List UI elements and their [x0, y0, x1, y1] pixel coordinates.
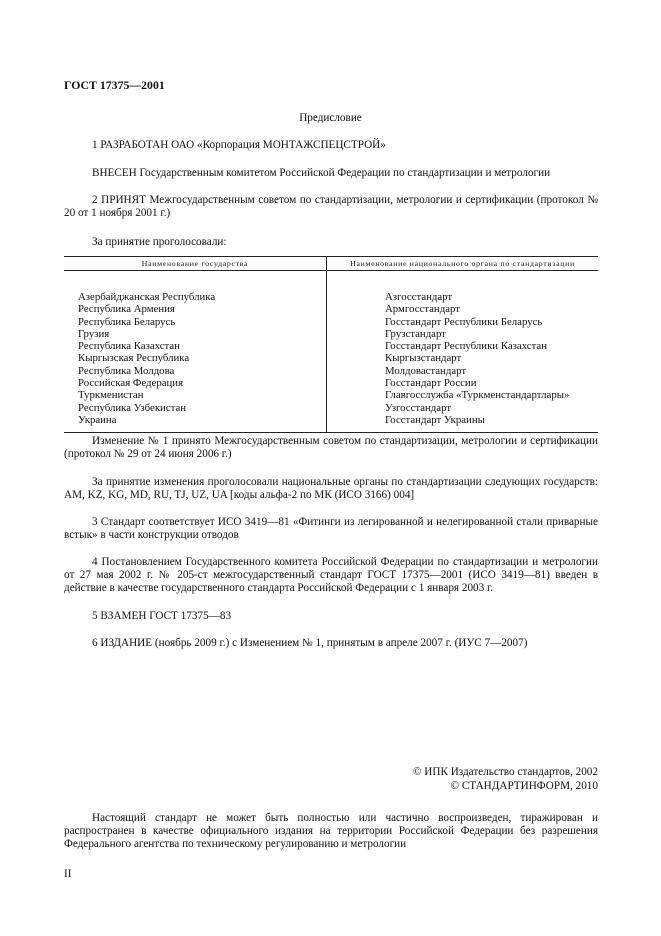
voted-label: За принятие проголосовали:	[92, 236, 227, 248]
state-name: Российская Федерация	[78, 377, 184, 390]
column-header-state: Наименование государства	[64, 257, 327, 271]
body-name: Грузстандарт	[385, 327, 446, 340]
body-name: Главгосслужба «Туркменстандартлары»	[385, 389, 570, 402]
state-name: Азербайджанская Республика	[78, 291, 216, 303]
column-header-body: Наименование национального органа по стандартизации	[327, 257, 599, 271]
amendment-voters: За принятие изменения проголосовали национальные органы по стандартизации следующих государств: AM, KZ, KG, MD, RU, TJ, UZ, UA [коды альфа-2 по МК (ИСО 3166) 004]	[64, 476, 598, 501]
item-introduced-by: ВНЕСЕН Государственным комитетом Российской Федерации по стандартизации и метрологии	[92, 167, 551, 179]
state-name: Республика Беларусь	[78, 315, 176, 328]
body-name: Госстандарт Республики Казахстан	[385, 340, 547, 353]
item-iso-compliance: 3 Стандарт соответствует ИСО 3419—81 «Фитинги из легированной и нелегированной стали приварные встык» в части конструкции отводов	[64, 516, 598, 541]
state-name: Республика Армения	[78, 303, 175, 316]
state-name: Украина	[78, 413, 117, 426]
body-name: Молдовастандарт	[385, 364, 467, 377]
body-name: Госстандарт Украины	[385, 413, 485, 426]
state-name: Кыргызская Республика	[78, 352, 190, 365]
item-developed-by: 1 РАЗРАБОТАН ОАО «Корпорация МОНТАЖСПЕЦСТРОЙ»	[92, 139, 386, 151]
state-name: Туркменистан	[78, 389, 144, 402]
item-edition: 6 ИЗДАНИЕ (ноябрь 2009 г.) с Изменением № 1, принятым в апреле 2007 г. (ИУС 7—2007)	[92, 637, 528, 649]
item-replaces: 5 ВЗАМЕН ГОСТ 17375—83	[92, 610, 232, 622]
state-name: Грузия	[78, 327, 110, 340]
item-enacted: 4 Постановлением Государственного комитета Российской Федерации по стандартизации и метрологии от 27 мая 2002 г. № 205-ст межгосударственный стандарт ГОСТ 17375—2001 (ИСО 3419—81) введен в действие в качестве государственного стандарта Российской Федерации с 1 января 2003 г.	[64, 556, 598, 594]
body-name: Азгосстандарт	[385, 291, 453, 303]
amendment-adopted: Изменение № 1 принято Межгосударственным советом по стандартизации, метрологии и сертификации (протокол № 29 от 24 июня 2006 г.)	[64, 435, 598, 460]
state-name: Республика Узбекистан	[78, 401, 187, 414]
body-name: Госстандарт России	[385, 377, 477, 390]
body-name: Кыргызстандарт	[385, 352, 462, 365]
copyright-line-publisher: © ИПК Издательство стандартов, 2002	[412, 766, 598, 778]
copyright-block	[413, 766, 598, 793]
body-list	[327, 271, 599, 433]
page-title: Предисловие	[299, 112, 362, 124]
state-name: Республика Казахстан	[78, 340, 180, 353]
copyright-line-standartinform: © СТАНДАРТИНФОРМ, 2010	[450, 779, 598, 792]
body-name: Госстандарт Республики Беларусь	[385, 315, 543, 328]
page-number: II	[64, 868, 72, 880]
state-name: Республика Молдова	[78, 364, 175, 377]
body-name: Армгосстандарт	[385, 303, 460, 316]
state-list	[64, 271, 327, 433]
body-name: Узгосстандарт	[385, 401, 452, 414]
document-number: ГОСТ 17375—2001	[64, 78, 165, 92]
reproduction-notice: Настоящий стандарт не может быть полностью или частично воспроизведен, тиражирован и распространен в качестве официального издания на территории Российской Федерации без разрешения Федерального агентства по техническому регулированию и метрологии	[64, 812, 598, 850]
item-adopted-by: 2 ПРИНЯТ Межгосударственным советом по стандартизации, метрологии и сертификации (протокол № 20 от 1 ноября 2001 г.)	[64, 194, 598, 219]
voting-table	[64, 256, 598, 433]
